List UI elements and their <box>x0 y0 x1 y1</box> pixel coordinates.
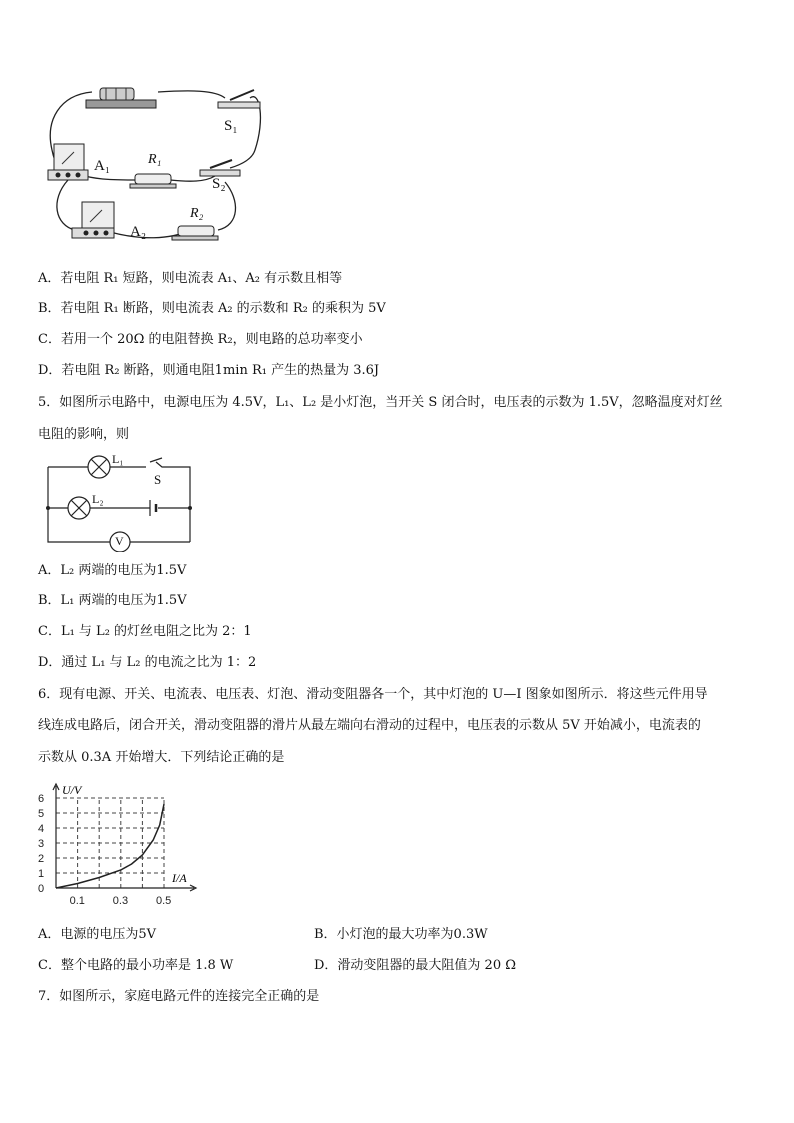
q6-option-a: A．电源的电压为5V <box>38 927 157 942</box>
q5-option-d: D．通过 L₁ 与 L₂ 的电流之比为 1：2 <box>38 655 257 670</box>
q6-option-c: C．整个电路的最小功率是 1.8 W <box>38 958 234 973</box>
y-tick-label: 3 <box>38 838 45 850</box>
series-curve <box>56 804 164 888</box>
label-r1: R₁ <box>148 152 162 167</box>
x-tick-label: 0.5 <box>156 895 172 907</box>
label-l2: L₂ <box>92 492 104 506</box>
y-tick-label: 4 <box>38 823 45 835</box>
q5-option-b: B．L₁ 两端的电压为1.5V <box>38 593 187 608</box>
y-tick-label: 1 <box>38 868 45 880</box>
q5-option-a: A．L₂ 两端的电压为1.5V <box>38 563 187 578</box>
y-axis-label: U/V <box>62 783 82 797</box>
q5-option-c: C．L₁ 与 L₂ 的灯丝电阻之比为 2：1 <box>38 624 252 639</box>
label-r2: R₂ <box>190 206 204 221</box>
q4-option-a: A．若电阻 R₁ 短路，则电流表 A₁、A₂ 有示数且相等 <box>38 271 343 286</box>
q4-option-d: D．若电阻 R₂ 断路，则通电阻1min R₁ 产生的热量为 3.6J <box>38 363 380 378</box>
y-tick-label: 2 <box>38 853 45 865</box>
q6-stem-line2: 线连成电路后，闭合开关，滑动变阻器的滑片从最左端向右滑动的过程中，电压表的示数从 5V 开始减小，电流表的 <box>38 718 701 733</box>
label-l1: L₁ <box>112 452 124 466</box>
label-s2: S₂ <box>212 176 226 192</box>
label-v: V <box>115 534 124 548</box>
x-axis-label: I/A <box>172 871 187 885</box>
y-tick-label: 5 <box>38 808 45 820</box>
q5-stem-line1: 5．如图所示电路中，电源电压为 4.5V，L₁、L₂ 是小灯泡，当开关 S 闭合时，电压表的示数为 1.5V，忽略温度对灯丝 <box>38 395 723 410</box>
label-a1: A₁ <box>94 158 111 174</box>
x-tick-label: 0.1 <box>69 895 85 907</box>
label-s: S <box>154 472 162 487</box>
y-tick-label: 0 <box>38 883 45 895</box>
q4-option-c: C．若用一个 20Ω 的电阻替换 R₂，则电路的总功率变小 <box>38 332 363 347</box>
q7-stem: 7．如图所示，家庭电路元件的连接完全正确的是 <box>38 989 320 1004</box>
y-tick-label: 6 <box>38 793 45 805</box>
label-a2: A₂ <box>130 224 147 240</box>
q4-option-b: B．若电阻 R₁ 断路，则电流表 A₂ 的示数和 R₂ 的乘积为 5V <box>38 301 386 316</box>
q6-option-b: B．小灯泡的最大功率为0.3W <box>314 927 488 942</box>
q6-stem-line1: 6．现有电源、开关、电流表、电压表、灯泡、滑动变阻器各一个，其中灯泡的 U—I 图象如图所示．将这些元件用导 <box>38 687 708 702</box>
x-tick-label: 0.3 <box>112 895 129 907</box>
q6-option-d: D．滑动变阻器的最大阻值为 20 Ω <box>314 958 517 973</box>
q6-stem-line3: 示数从 0.3A 开始增大．下列结论正确的是 <box>38 750 285 765</box>
label-s1: S₁ <box>224 118 238 134</box>
ui-graph <box>34 780 204 910</box>
q5-stem-line2: 电阻的影响，则 <box>38 427 130 442</box>
